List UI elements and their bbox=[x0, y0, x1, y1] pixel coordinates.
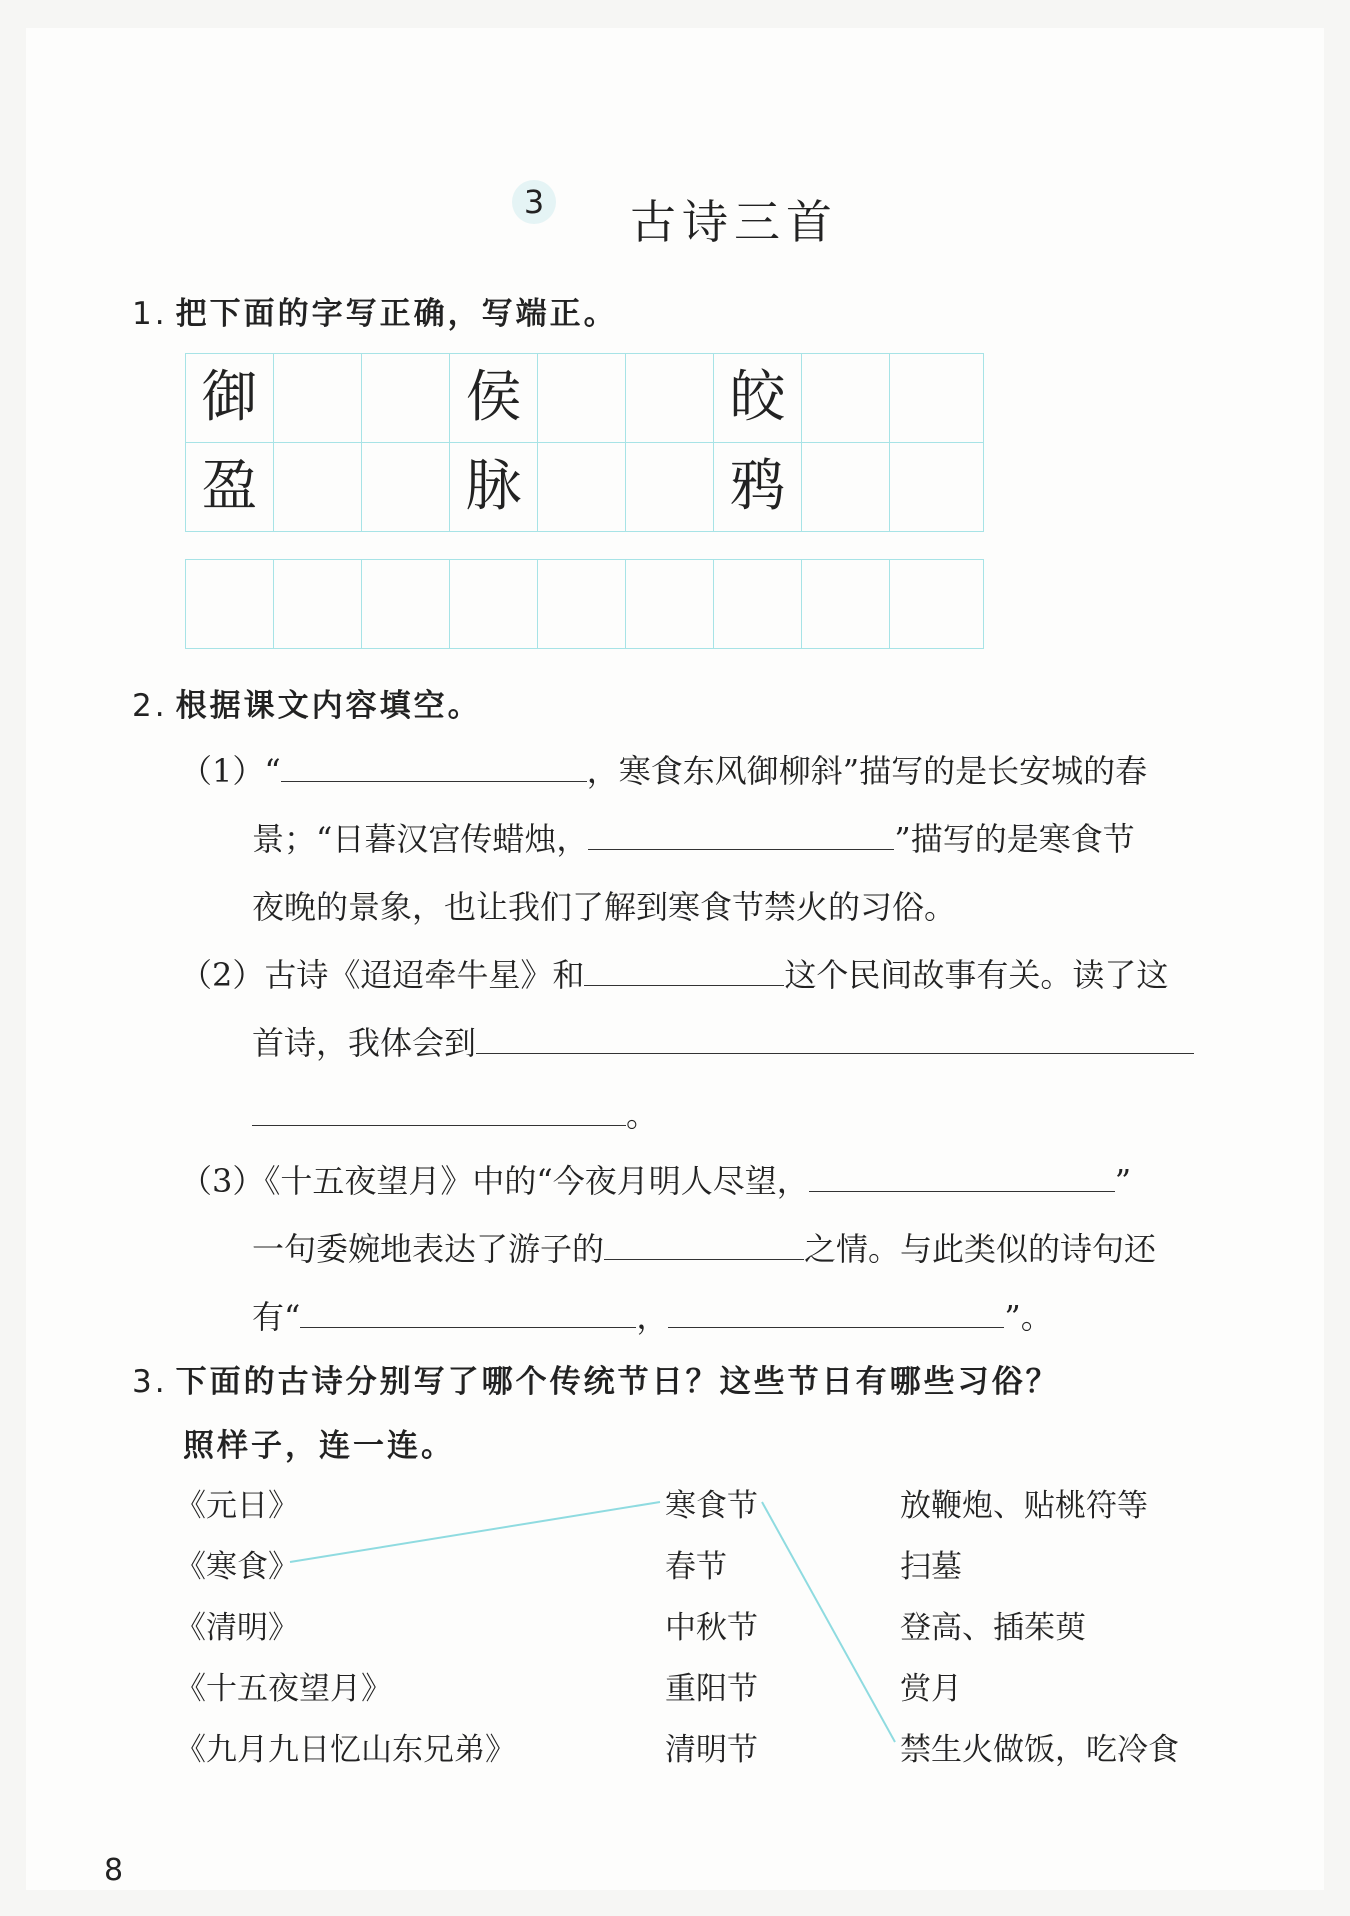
poem-item[interactable]: 《清明》 bbox=[175, 1610, 299, 1646]
grid-cell: 御 bbox=[186, 354, 274, 442]
lesson-title: 古诗三首 bbox=[630, 195, 838, 249]
text: 古诗《迢迢牵牛星》和 bbox=[264, 956, 585, 994]
q2-number: 2. bbox=[132, 688, 168, 724]
page-number: 8 bbox=[104, 1853, 124, 1888]
festival-item[interactable]: 春节 bbox=[665, 1549, 727, 1585]
custom-item[interactable]: 赏月 bbox=[900, 1671, 962, 1707]
lesson-number-badge: 3 bbox=[512, 180, 556, 224]
festival-item[interactable]: 中秋节 bbox=[665, 1610, 758, 1646]
example-line-poem-to-festival bbox=[290, 1502, 660, 1562]
text: ，寒食东风御柳斜”描写的是长安城的春 bbox=[586, 752, 1148, 790]
q2-p2-label: （2） bbox=[180, 956, 265, 994]
poem-item[interactable]: 《元日》 bbox=[175, 1488, 299, 1524]
text: ”描写的是寒食节 bbox=[894, 820, 1135, 858]
q1-instruction: 把下面的字写正确，写端正。 bbox=[175, 296, 618, 332]
grid-cell: 侯 bbox=[450, 354, 538, 442]
q3-number: 3. bbox=[132, 1364, 168, 1400]
poem-item[interactable]: 《十五夜望月》 bbox=[175, 1671, 392, 1707]
festival-item[interactable]: 寒食节 bbox=[665, 1488, 758, 1524]
grid-cell: 鸦 bbox=[714, 443, 802, 531]
text: 一句委婉地表达了游子的 bbox=[252, 1230, 605, 1268]
festival-item[interactable]: 清明节 bbox=[665, 1732, 758, 1768]
poem-item[interactable]: 《寒食》 bbox=[175, 1549, 299, 1585]
grid-cell: 皎 bbox=[714, 354, 802, 442]
q3-instruction-1: 下面的古诗分别写了哪个传统节日？这些节日有哪些习俗？ bbox=[175, 1364, 1060, 1400]
text: 景；“日暮汉宫传蜡烛， bbox=[252, 820, 589, 858]
q2-instruction: 根据课文内容填空。 bbox=[175, 688, 482, 724]
custom-item[interactable]: 扫墓 bbox=[900, 1549, 962, 1585]
text: 《十五夜望月》中的“今夜月明人尽望， bbox=[264, 1162, 809, 1200]
poem-item[interactable]: 《九月九日忆山东兄弟》 bbox=[175, 1732, 516, 1768]
festival-item[interactable]: 重阳节 bbox=[665, 1671, 758, 1707]
text: 之情。与此类似的诗句还 bbox=[804, 1230, 1157, 1268]
text: ”。 bbox=[1004, 1298, 1053, 1336]
custom-item[interactable]: 放鞭炮、贴桃符等 bbox=[900, 1488, 1148, 1524]
text: 这个民间故事有关。读了这 bbox=[784, 956, 1169, 994]
example-line-festival-to-custom bbox=[762, 1502, 895, 1742]
custom-item[interactable]: 禁生火做饭，吃冷食 bbox=[900, 1732, 1179, 1768]
text: ， bbox=[636, 1298, 669, 1336]
grid-cell: 盈 bbox=[186, 443, 274, 531]
text: ” bbox=[1114, 1162, 1132, 1200]
custom-item[interactable]: 登高、插茱萸 bbox=[900, 1610, 1086, 1646]
q3-heading-line2: 照样子，连一连。 bbox=[183, 1428, 455, 1464]
q1-number: 1. bbox=[132, 296, 168, 332]
text: 首诗，我体会到 bbox=[252, 1024, 477, 1062]
q2-p3-label: （3） bbox=[180, 1162, 265, 1200]
text: “ bbox=[264, 752, 281, 790]
grid-cell: 脉 bbox=[450, 443, 538, 531]
text: 。 bbox=[626, 1096, 659, 1134]
q2-p1-label: （1） bbox=[180, 752, 265, 790]
text: 有“ bbox=[252, 1298, 301, 1336]
q2-p1-line3: 夜晚的景象，也让我们了解到寒食节禁火的习俗。 bbox=[252, 888, 957, 926]
